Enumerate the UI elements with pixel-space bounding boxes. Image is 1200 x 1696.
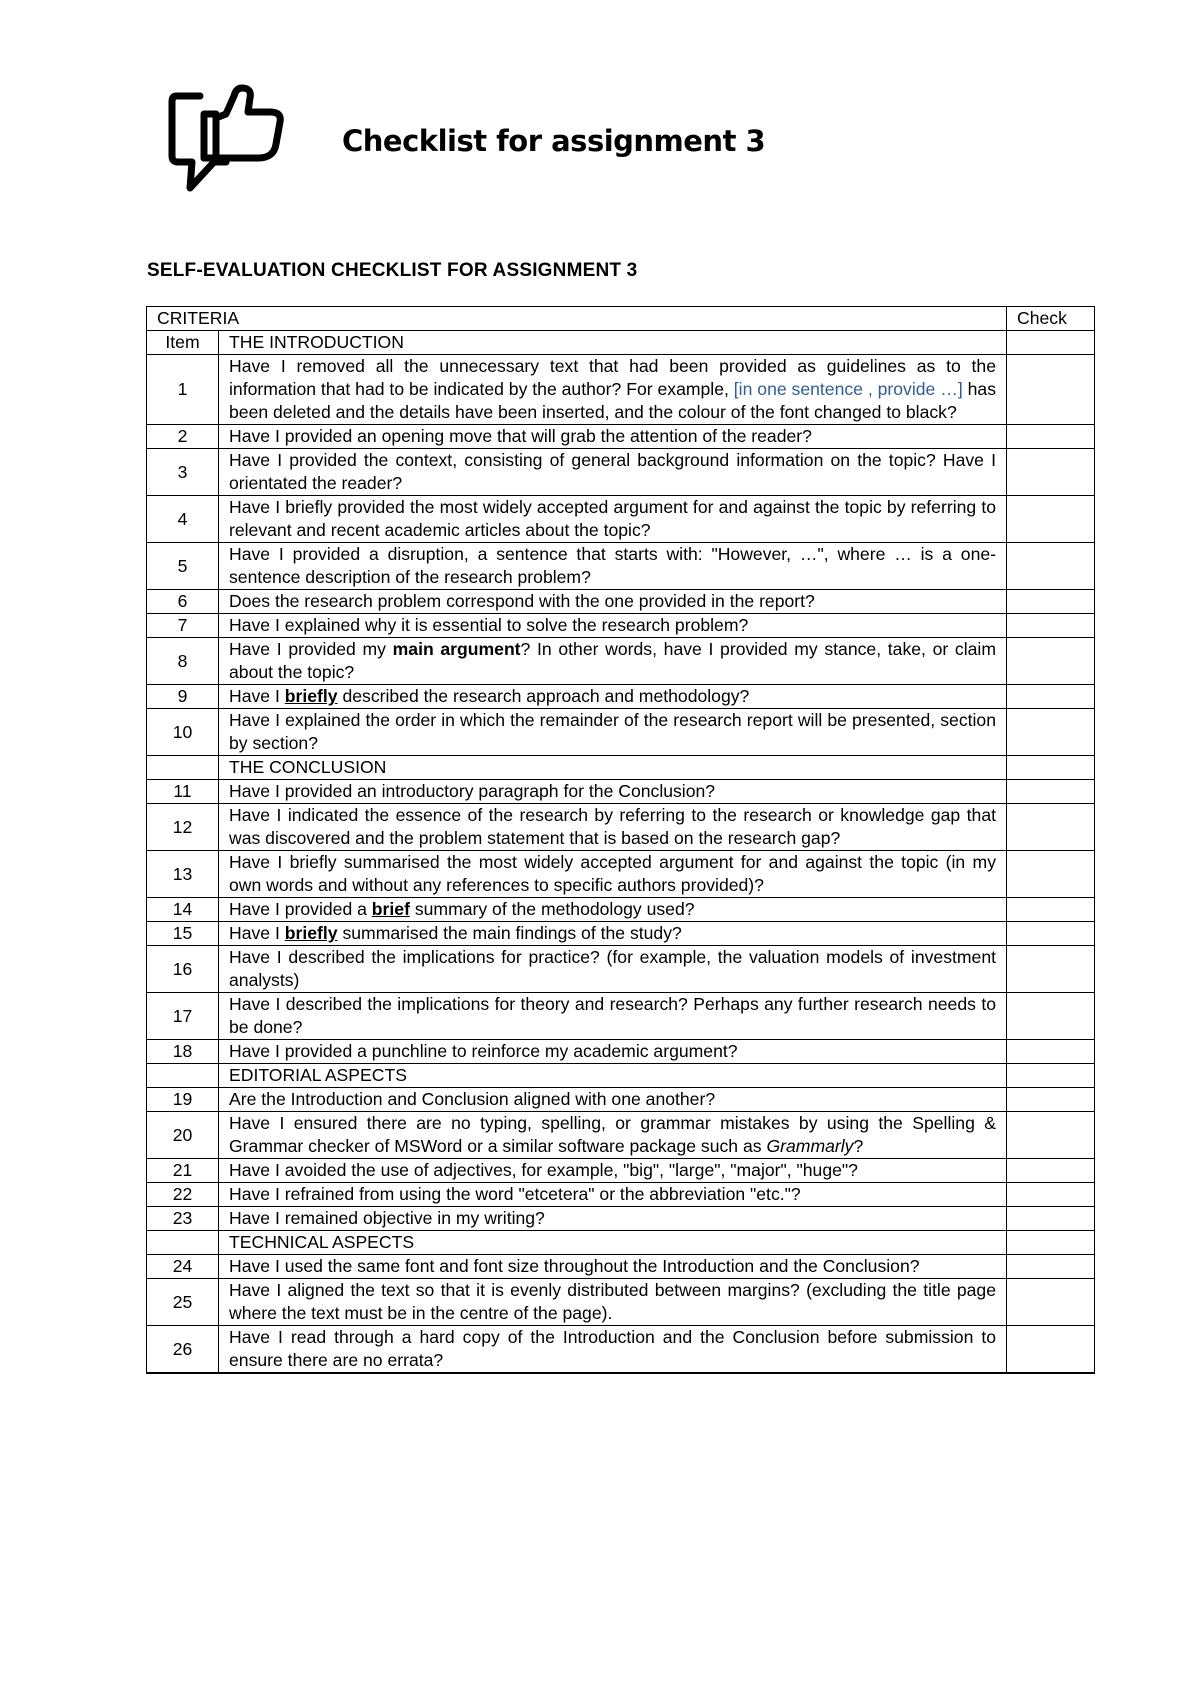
criterion-text xyxy=(219,922,1007,946)
checklist-row xyxy=(147,1159,1095,1183)
checklist-row xyxy=(147,898,1095,922)
checklist-row xyxy=(147,449,1095,496)
criterion-text-span: Have I used the same font and font size throughout the Introduction and the Conclusion? xyxy=(229,1256,920,1276)
checklist-row xyxy=(147,946,1095,993)
criterion-text-span: brief xyxy=(371,899,410,919)
criterion-text-span: Have I briefly summarised the most widely accepted argument for and against the topic (in my own words and without any references to specific authors provided)? xyxy=(229,852,996,895)
document-title: Checklist for assignment 3 xyxy=(342,124,766,158)
item-number: 12 xyxy=(147,804,219,851)
item-number: 11 xyxy=(147,780,219,804)
check-cell[interactable] xyxy=(1007,425,1095,449)
section-title: TECHNICAL ASPECTS xyxy=(219,1231,1007,1255)
check-cell[interactable] xyxy=(1007,898,1095,922)
criterion-text xyxy=(219,1326,1007,1374)
checklist-row xyxy=(147,993,1095,1040)
checklist-row xyxy=(147,543,1095,590)
item-number: 18 xyxy=(147,1040,219,1064)
item-number: 26 xyxy=(147,1326,219,1374)
section-row xyxy=(147,1064,1095,1088)
criterion-text-span: Have I read through a hard copy of the Introduction and the Conclusion before submission to ensure there are no errata? xyxy=(229,1327,996,1370)
checklist-row xyxy=(147,851,1095,898)
check-cell[interactable] xyxy=(1007,1159,1095,1183)
criterion-text-span: Have I xyxy=(229,686,285,706)
check-cell[interactable] xyxy=(1007,614,1095,638)
item-number: 2 xyxy=(147,425,219,449)
checklist-row xyxy=(147,355,1095,425)
check-cell[interactable] xyxy=(1007,993,1095,1040)
check-cell[interactable] xyxy=(1007,685,1095,709)
criterion-text xyxy=(219,425,1007,449)
empty-item-cell xyxy=(147,756,219,780)
criterion-text-span: briefly xyxy=(284,923,338,943)
criterion-text-span: Have I explained the order in which the remainder of the research report will be presented, section by section? xyxy=(229,710,996,753)
check-cell[interactable] xyxy=(1007,355,1095,425)
criteria-header-row xyxy=(147,307,1095,331)
criterion-text-span: Have I provided an opening move that will grab the attention of the reader? xyxy=(229,426,812,446)
criterion-text-span: described the research approach and methodology? xyxy=(337,686,750,706)
criterion-text-span: summarised the main findings of the study? xyxy=(337,923,682,943)
criterion-text-span: Have I indicated the essence of the research by referring to the research or knowledge gap that was discovered and the problem statement that is based on the research gap? xyxy=(229,805,996,848)
criterion-text-span: ? In other words, have I provided my stance, take, or claim about the topic? xyxy=(229,639,996,682)
criterion-text-span: Have I remained objective in my writing? xyxy=(229,1208,545,1228)
thumbs-up-speech-bubble-icon xyxy=(168,84,288,196)
empty-item-cell xyxy=(147,1231,219,1255)
check-cell[interactable] xyxy=(1007,780,1095,804)
criterion-text xyxy=(219,1279,1007,1326)
item-number: 16 xyxy=(147,946,219,993)
criterion-text xyxy=(219,1112,1007,1159)
criterion-text-span: Have I refrained from using the word "etcetera" or the abbreviation "etc."? xyxy=(229,1184,801,1204)
criterion-text xyxy=(219,638,1007,685)
check-header: Check xyxy=(1007,307,1095,331)
criterion-text xyxy=(219,1183,1007,1207)
check-cell[interactable] xyxy=(1007,922,1095,946)
item-number: 7 xyxy=(147,614,219,638)
section-row xyxy=(147,331,1095,355)
criterion-text xyxy=(219,543,1007,590)
check-cell[interactable] xyxy=(1007,331,1095,355)
section-row xyxy=(147,1231,1095,1255)
check-cell[interactable] xyxy=(1007,1088,1095,1112)
criterion-text xyxy=(219,496,1007,543)
criterion-text-span: Have I provided an introductory paragraph for the Conclusion? xyxy=(229,781,716,801)
criterion-text-span: Have I provided a xyxy=(229,899,372,919)
check-cell[interactable] xyxy=(1007,449,1095,496)
checklist-row xyxy=(147,709,1095,756)
section-title: EDITORIAL ASPECTS xyxy=(219,1064,1007,1088)
check-cell[interactable] xyxy=(1007,756,1095,780)
checklist-row xyxy=(147,1326,1095,1374)
checklist-row xyxy=(147,685,1095,709)
check-cell[interactable] xyxy=(1007,1255,1095,1279)
check-cell[interactable] xyxy=(1007,1040,1095,1064)
item-number: 9 xyxy=(147,685,219,709)
item-number: 3 xyxy=(147,449,219,496)
checklist-row xyxy=(147,1279,1095,1326)
criterion-text-span: Have I briefly provided the most widely accepted argument for and against the topic by referring to relevant and recent academic articles about the topic? xyxy=(229,497,996,540)
criterion-text xyxy=(219,355,1007,425)
check-cell[interactable] xyxy=(1007,590,1095,614)
check-cell[interactable] xyxy=(1007,804,1095,851)
checklist-row xyxy=(147,1255,1095,1279)
section-row xyxy=(147,756,1095,780)
criterion-text xyxy=(219,780,1007,804)
criterion-text-span: briefly xyxy=(284,686,338,706)
criterion-text-span: summary of the methodology used? xyxy=(409,899,695,919)
item-number: 1 xyxy=(147,355,219,425)
criterion-text-span: has been deleted and the details have been inserted, and the colour of the font changed to black? xyxy=(229,379,996,422)
check-cell[interactable] xyxy=(1007,1326,1095,1374)
check-cell[interactable] xyxy=(1007,1279,1095,1326)
check-cell[interactable] xyxy=(1007,1207,1095,1231)
criterion-text-span: Does the research problem correspond with the one provided in the report? xyxy=(229,591,815,611)
item-number: 21 xyxy=(147,1159,219,1183)
checklist-row xyxy=(147,590,1095,614)
criterion-text-span: Have I aligned the text so that it is evenly distributed between margins? (excluding the title page where the text must be in the centre of the page). xyxy=(229,1280,996,1323)
criterion-text xyxy=(219,1088,1007,1112)
check-cell[interactable] xyxy=(1007,543,1095,590)
checklist-row xyxy=(147,1040,1095,1064)
criterion-text xyxy=(219,993,1007,1040)
checklist-row xyxy=(147,638,1095,685)
criterion-text xyxy=(219,946,1007,993)
criterion-text-span: main argument xyxy=(392,639,521,659)
checklist-table xyxy=(146,306,1095,1374)
checklist-row xyxy=(147,1088,1095,1112)
empty-item-cell xyxy=(147,1064,219,1088)
check-cell[interactable] xyxy=(1007,946,1095,993)
checklist-row xyxy=(147,425,1095,449)
criterion-text-span: Have I explained why it is essential to solve the research problem? xyxy=(229,615,749,635)
item-number: 5 xyxy=(147,543,219,590)
checklist-heading: SELF-EVALUATION CHECKLIST FOR ASSIGNMENT 3 xyxy=(147,260,638,281)
check-cell[interactable] xyxy=(1007,1112,1095,1159)
item-number: 13 xyxy=(147,851,219,898)
criterion-text-span: Are the Introduction and Conclusion aligned with one another? xyxy=(229,1089,716,1109)
check-cell[interactable] xyxy=(1007,1183,1095,1207)
item-number: 20 xyxy=(147,1112,219,1159)
item-number: 4 xyxy=(147,496,219,543)
criterion-text-span: Have I ensured there are no typing, spelling, or grammar mistakes by using the Spelling & Grammar checker of MSWord or a similar software package such as xyxy=(229,1113,996,1156)
item-number: 14 xyxy=(147,898,219,922)
item-number: 23 xyxy=(147,1207,219,1231)
checklist-row xyxy=(147,1183,1095,1207)
criterion-text-span: Have I avoided the use of adjectives, for example, "big", "large", "major", "huge"? xyxy=(229,1160,858,1180)
criterion-text xyxy=(219,851,1007,898)
check-cell[interactable] xyxy=(1007,709,1095,756)
item-number: 19 xyxy=(147,1088,219,1112)
item-number: 8 xyxy=(147,638,219,685)
criterion-text-span: Have I provided the context, consisting of general background information on the topic? Have I orientated the reader? xyxy=(229,450,996,493)
criterion-text-span: Have I xyxy=(229,923,285,943)
item-number: 6 xyxy=(147,590,219,614)
item-number: 17 xyxy=(147,993,219,1040)
criterion-text-span: [in one sentence , provide …] xyxy=(733,379,963,399)
checklist-row xyxy=(147,614,1095,638)
criterion-text xyxy=(219,898,1007,922)
item-number: 25 xyxy=(147,1279,219,1326)
checklist-row xyxy=(147,1112,1095,1159)
check-cell[interactable] xyxy=(1007,1064,1095,1088)
criterion-text-span: Have I described the implications for theory and research? Perhaps any further research needs to be done? xyxy=(229,994,996,1037)
criterion-text-span: Have I removed all the unnecessary text that had been provided as guidelines as to the information that had to be indicated by the author? For example, xyxy=(229,356,996,399)
item-number: 22 xyxy=(147,1183,219,1207)
criterion-text xyxy=(219,1040,1007,1064)
criterion-text-span: ? xyxy=(853,1136,864,1156)
criterion-text xyxy=(219,685,1007,709)
section-title: THE INTRODUCTION xyxy=(219,331,1007,355)
criterion-text-span: Have I described the implications for practice? (for example, the valuation models of investment analysts) xyxy=(229,947,996,990)
item-number: 10 xyxy=(147,709,219,756)
check-cell[interactable] xyxy=(1007,496,1095,543)
criterion-text xyxy=(219,804,1007,851)
checklist-row xyxy=(147,1207,1095,1231)
check-cell[interactable] xyxy=(1007,1231,1095,1255)
checklist-row xyxy=(147,780,1095,804)
criterion-text xyxy=(219,1159,1007,1183)
item-number: 24 xyxy=(147,1255,219,1279)
check-cell[interactable] xyxy=(1007,851,1095,898)
criterion-text-span: Grammarly xyxy=(766,1136,854,1156)
item-number: 15 xyxy=(147,922,219,946)
criterion-text xyxy=(219,449,1007,496)
criterion-text-span: Have I provided a disruption, a sentence that starts with: "However, …", where … is a one-sentence description of the research problem? xyxy=(229,544,996,587)
item-column-header: Item xyxy=(147,331,219,355)
checklist-row xyxy=(147,496,1095,543)
checklist-row xyxy=(147,922,1095,946)
criteria-header: CRITERIA xyxy=(147,307,1007,331)
criterion-text-span: Have I provided my xyxy=(229,639,393,659)
criterion-text xyxy=(219,1207,1007,1231)
criterion-text-span: Have I provided a punchline to reinforce my academic argument? xyxy=(229,1041,738,1061)
checklist-row xyxy=(147,804,1095,851)
check-cell[interactable] xyxy=(1007,638,1095,685)
criterion-text xyxy=(219,614,1007,638)
criterion-text xyxy=(219,709,1007,756)
criterion-text xyxy=(219,590,1007,614)
criterion-text xyxy=(219,1255,1007,1279)
section-title: THE CONCLUSION xyxy=(219,756,1007,780)
